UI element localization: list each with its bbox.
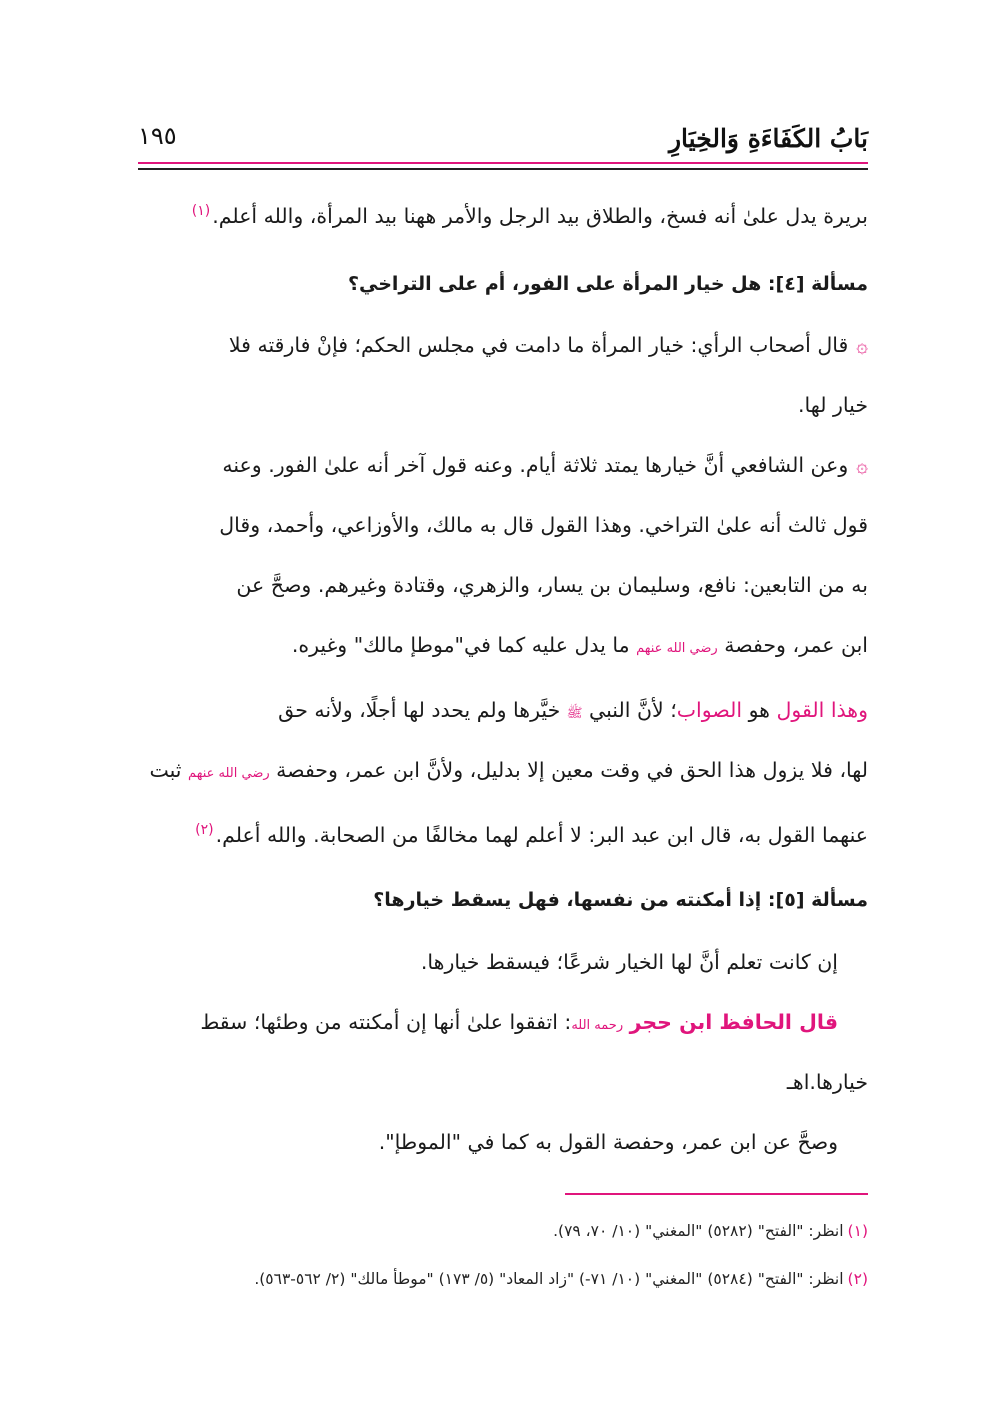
- honorific-icon: رحمه الله: [571, 1018, 624, 1033]
- para-hafiz-line-1: [200, 1007, 838, 1041]
- para-ashab-line-2: خيار لها.: [798, 393, 868, 417]
- flower-ornament-icon: ۞: [856, 333, 868, 357]
- honorific-icon: ﷺ: [566, 706, 583, 721]
- paragraph-intro: [192, 196, 868, 232]
- footnote-ref-2: (٢): [195, 822, 214, 838]
- speaker-name: قال الحافظ ابن حجر: [629, 1010, 838, 1034]
- para-sawab-line-1: [278, 695, 868, 729]
- honorific-icon: رضي الله عنهم: [188, 766, 270, 781]
- paragraph-intro-text: بريرة يدل علىٰ أنه فسخ، والطلاق بيد الرجل والأمر ههنا بيد المرأة، والله أعلم.: [212, 203, 868, 228]
- highlight-text: الصواب: [676, 698, 743, 722]
- footnote-ref-1: (١): [191, 203, 211, 219]
- footnote-number: (١): [847, 1222, 868, 1240]
- para-shafii-text-1: وعن الشافعي أنَّ خيارها يمتد ثلاثة أيام. وعنه قول آخر أنه علىٰ الفور. وعنه: [222, 453, 849, 477]
- highlight-text: وهذا القول: [776, 698, 868, 722]
- text-span: خيَّرها ولم يحدد لها أجلًا، ولأنه حق: [278, 698, 561, 722]
- text-span: ؛ لأنَّ النبي: [589, 698, 677, 722]
- issue-4-question: هل خيار المرأة على الفور، أم على التراخي؟: [347, 273, 762, 295]
- footnote-text: انظر: "الفتح" (٥٢٨٤) "المغني" (١٠/ ٧١-) "زاد المعاد" (٥/ ١٧٣) "موطأ مالك" (٢/ ٥٦٢-٥٦٣).: [254, 1270, 844, 1288]
- text-span: وغيره.: [291, 633, 348, 657]
- issue-5-heading: [373, 885, 868, 916]
- page-number: ١٩٥: [138, 122, 177, 150]
- para-ashab-text-1: قال أصحاب الرأي: خيار المرأة ما دامت في مجلس الحكم؛ فإنْ فارقته فلا: [228, 333, 849, 357]
- footnote-2: [254, 1270, 868, 1288]
- main-text: [138, 0, 868, 1418]
- issue-5-question: إذا أمكنته من نفسها، فهل يسقط خيارها؟: [373, 889, 762, 911]
- footnote-rule: [565, 1193, 868, 1195]
- text-span: هو: [748, 698, 770, 722]
- book-title: "موطإ مالك": [353, 633, 464, 657]
- flower-ornament-icon: ۞: [856, 453, 868, 477]
- para-sawab-line-3: [195, 815, 868, 851]
- para-tashaa: إن كانت تعلم أنَّ لها الخيار شرعًا؛ فيسقط خيارها.: [420, 950, 838, 974]
- footnote-1: [553, 1222, 868, 1240]
- para-sawab-line-2: [149, 755, 868, 789]
- para-shafii-line-4: [292, 630, 868, 664]
- text-span: ابن عمر، وحفصة: [724, 633, 868, 657]
- text-span: ما يدل عليه كما في: [463, 633, 630, 657]
- honorific-icon: رضي الله عنهم: [636, 641, 718, 656]
- footnote-text: انظر: "الفتح" (٥٢٨٢) "المغني" (١٠/ ٧٠، ٧٩).: [553, 1222, 844, 1240]
- footnote-number: (٢): [847, 1270, 868, 1288]
- text-span: لها، فلا يزول هذا الحق في وقت معين إلا بدليل، ولأنَّ ابن عمر، وحفصة: [276, 758, 868, 782]
- para-shafii-line-3: به من التابعين: نافع، وسليمان بن يسار، والزهري، وقتادة وغيرهم. وصحَّ عن: [236, 573, 868, 597]
- para-shafii-line-1: [222, 450, 868, 481]
- issue-4-heading: [348, 269, 868, 300]
- text-span: : اتفقوا علىٰ أنها إن أمكنته من وطئها؛ سقط: [200, 1010, 572, 1034]
- para-ashab-line-1: [229, 330, 868, 361]
- text-span: عنهما القول به، قال ابن عبد البر: لا أعلم لهما مخالفًا من الصحابة. والله أعلم.: [215, 822, 868, 847]
- chapter-title: بَابُ الكَفَاءَةِ وَالخِيَارِ: [668, 124, 868, 153]
- issue-5-label: مسألة [٥]:: [767, 889, 868, 911]
- para-shafii-line-2: قول ثالث أنه علىٰ التراخي. وهذا القول قال به مالك، والأوزاعي، وأحمد، وقال: [219, 513, 868, 537]
- para-hafiz-line-2: خيارها.اهـ: [786, 1070, 868, 1094]
- para-sahha: وصحَّ عن ابن عمر، وحفصة القول به كما في "الموطإ".: [378, 1130, 838, 1154]
- text-span: ثبت: [149, 758, 182, 782]
- issue-4-label: مسألة [٤]:: [767, 273, 868, 295]
